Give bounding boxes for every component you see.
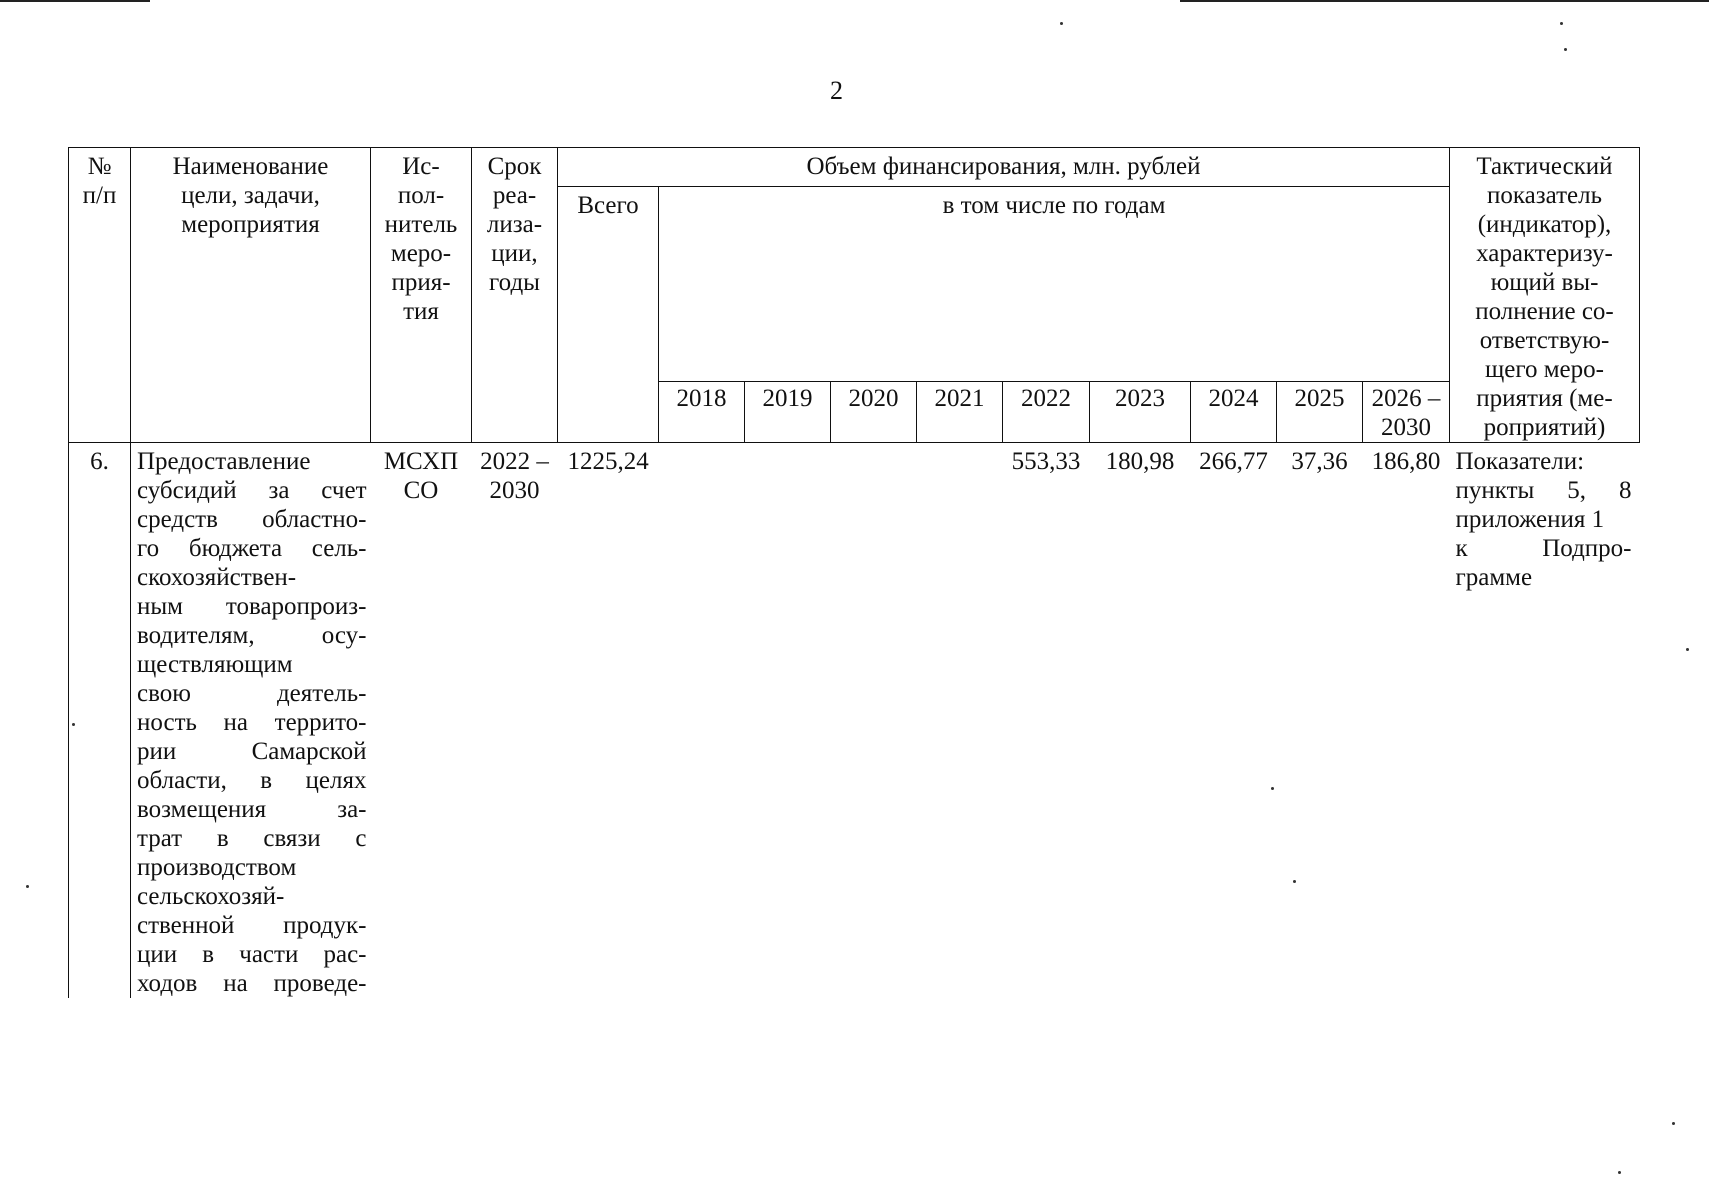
header-year-2023: 2023 [1090, 382, 1191, 443]
row-executor: МСХП СО [383, 448, 459, 504]
row-value-2022: 553,33 [1011, 448, 1081, 475]
header-executor: Ис- пол- нитель меро- прия- тия [371, 148, 472, 443]
header-year-2021: 2021 [917, 382, 1003, 443]
scan-speck [1271, 787, 1274, 790]
scan-speck [1560, 22, 1563, 25]
table-row [69, 443, 1640, 999]
scan-speck [1293, 880, 1296, 883]
header-year-2019: 2019 [745, 382, 831, 443]
scan-edge-line-right [1180, 0, 1709, 2]
row-name: Предоставление субсидий за счет средств областно- го бюджета сель- скохозяйствен- ным товаропроиз- водителям, осу- ществляющим свою деятель- ность на террито- рии Самарской области, в целях возмещения за- трат в связи с производством сельскохозяй- ственной продук- ции в части рас- ходов на проведе- [137, 448, 367, 997]
row-value-2018 [659, 443, 745, 999]
scan-speck [1564, 48, 1567, 51]
header-row-1 [69, 148, 1640, 187]
header-year-2025: 2025 [1277, 382, 1363, 443]
header-year-2020: 2020 [831, 382, 917, 443]
funding-table-wrap [68, 147, 1640, 998]
scan-speck [1686, 648, 1689, 651]
header-year-2024: 2024 [1191, 382, 1277, 443]
header-year-2018: 2018 [659, 382, 745, 443]
row-value-2019 [745, 443, 831, 999]
header-name: Наименование цели, задачи, мероприятия [131, 148, 371, 443]
row-value-2023: 180,98 [1105, 448, 1175, 475]
scan-speck [72, 723, 75, 726]
row-value-2026-2030: 186,80 [1371, 448, 1441, 475]
row-num: 6. [69, 443, 131, 999]
header-term: Срок реа- лиза- ции, годы [472, 148, 558, 443]
row-value-2024: 266,77 [1199, 448, 1268, 475]
header-funding-group: Объем финансирования, млн. рублей [558, 148, 1450, 187]
scan-speck [26, 885, 29, 888]
row-value-2020 [831, 443, 917, 999]
row-value-2021 [917, 443, 1003, 999]
page-number: 2 [830, 76, 843, 105]
header-total: Всего [558, 187, 659, 443]
header-year-2026-2030: 2026 – 2030 [1363, 382, 1450, 443]
scan-edge-line-left [0, 0, 150, 2]
header-indicator: Тактический показатель (индикатор), характеризу- ющий вы- полнение со- ответствую- щего меро- приятия (ме- роприятий) [1450, 148, 1640, 443]
scan-speck [1618, 1171, 1621, 1174]
funding-table [68, 147, 1640, 998]
row-indicator: Показатели: пункты 5, 8 приложения 1 к Подпро- грамме [1455, 448, 1632, 591]
header-by-years: в том числе по годам [659, 187, 1450, 382]
scan-speck [1060, 22, 1063, 25]
row-value-2025: 37,36 [1291, 448, 1348, 475]
header-year-2022: 2022 [1003, 382, 1090, 443]
row-term: 2022 – 2030 [480, 448, 549, 504]
header-num: № п/п [69, 148, 131, 443]
scan-speck [1672, 1122, 1675, 1125]
row-total: 1225,24 [567, 448, 649, 475]
